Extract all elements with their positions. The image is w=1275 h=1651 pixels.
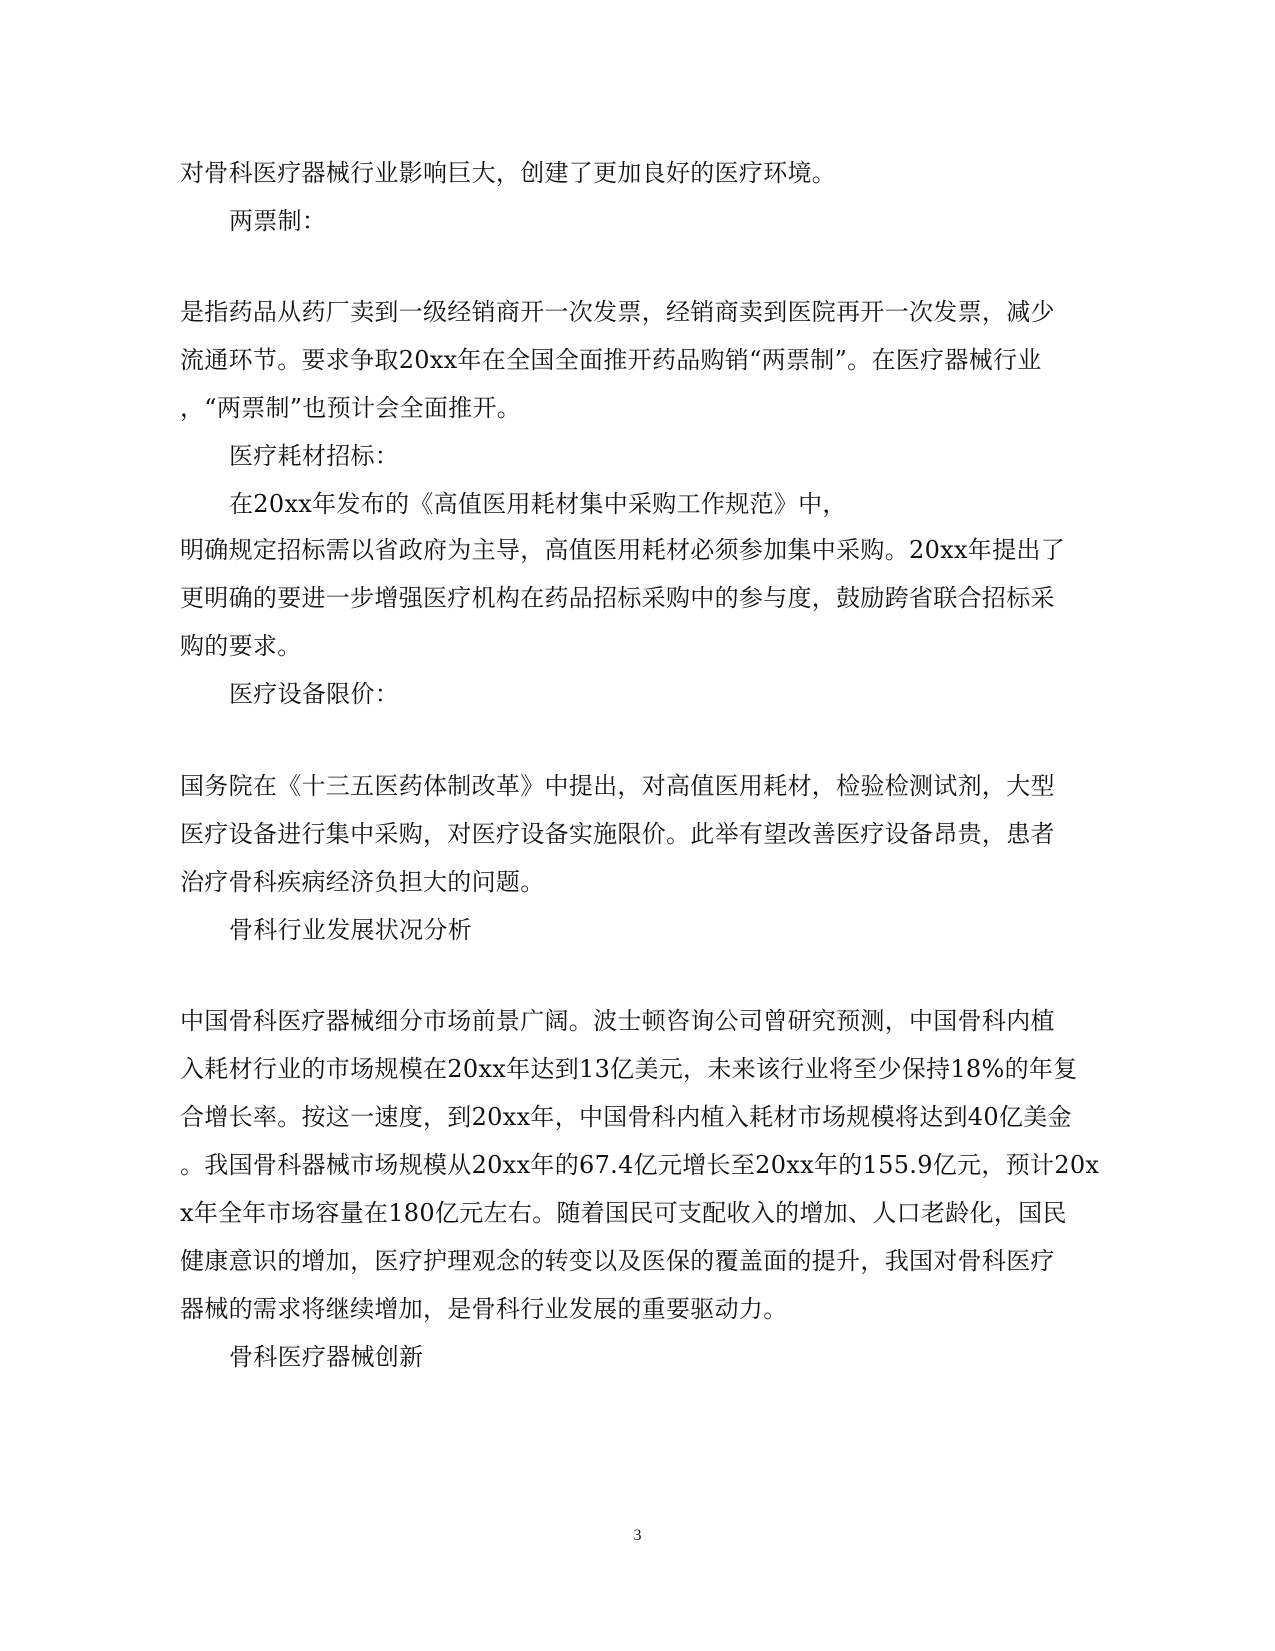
body-text-line: ，“两票制”也预计会全面推开。 [180,394,522,422]
body-text-line: 合增长率。按这一速度，到20xx年，中国骨科内植入耗材市场规模将达到40亿美金 [180,1103,1072,1131]
body-text-line: 购的要求。 [180,632,302,660]
body-text-line: 明确规定招标需以省政府为主导，高值医用耗材必须参加集中采购。20xx年提出了 [180,536,1066,564]
body-text-line: 。我国骨科器械市场规模从20xx年的67.4亿元增长至20xx年的155.9亿元，预计20x [180,1151,1100,1179]
body-text-line: 健康意识的增加，医疗护理观念的转变以及医保的覆盖面的提升，我国对骨科医疗 [180,1247,1055,1275]
body-text-line: 在20xx年发布的《高值医用耗材集中采购工作规范》中， [229,490,847,518]
section-heading: 两票制： [229,207,327,235]
section-heading: 医疗耗材招标： [229,442,400,470]
body-text-line: 治疗骨科疾病经济负担大的问题。 [180,868,545,896]
body-text-line: x年全年市场容量在180亿元左右。随着国民可支配收入的增加、人口老龄化，国民 [180,1199,1067,1227]
body-text-line: 流通环节。要求争取20xx年在全国全面推开药品购销“两票制”。在医疗器械行业 [180,346,1042,374]
page-number: 3 [633,1527,642,1544]
body-text-line: 医疗设备进行集中采购，对医疗设备实施限价。此举有望改善医疗设备昂贵，患者 [180,820,1055,848]
body-text-line: 入耗材行业的市场规模在20xx年达到13亿美元，未来该行业将至少保持18%的年复 [180,1055,1078,1083]
body-text-line: 国务院在《十三五医药体制改革》中提出，对高值医用耗材，检验检测试剂，大型 [180,772,1055,800]
body-text-line: 是指药品从药厂卖到一级经销商开一次发票，经销商卖到医院再开一次发票，减少 [180,298,1055,326]
section-heading: 骨科行业发展状况分析 [229,916,472,944]
section-heading: 骨科医疗器械创新 [229,1343,424,1371]
body-text-line: 更明确的要进一步增强医疗机构在药品招标采购中的参与度，鼓励跨省联合招标采 [180,584,1055,612]
section-heading: 医疗设备限价： [229,680,400,708]
body-text-line: 中国骨科医疗器械细分市场前景广阔。波士顿咨询公司曾研究预测，中国骨科内植 [180,1007,1055,1035]
body-text-line: 对骨科医疗器械行业影响巨大，创建了更加良好的医疗环境。 [180,159,837,187]
body-text-line: 器械的需求将继续增加，是骨科行业发展的重要驱动力。 [180,1295,788,1323]
